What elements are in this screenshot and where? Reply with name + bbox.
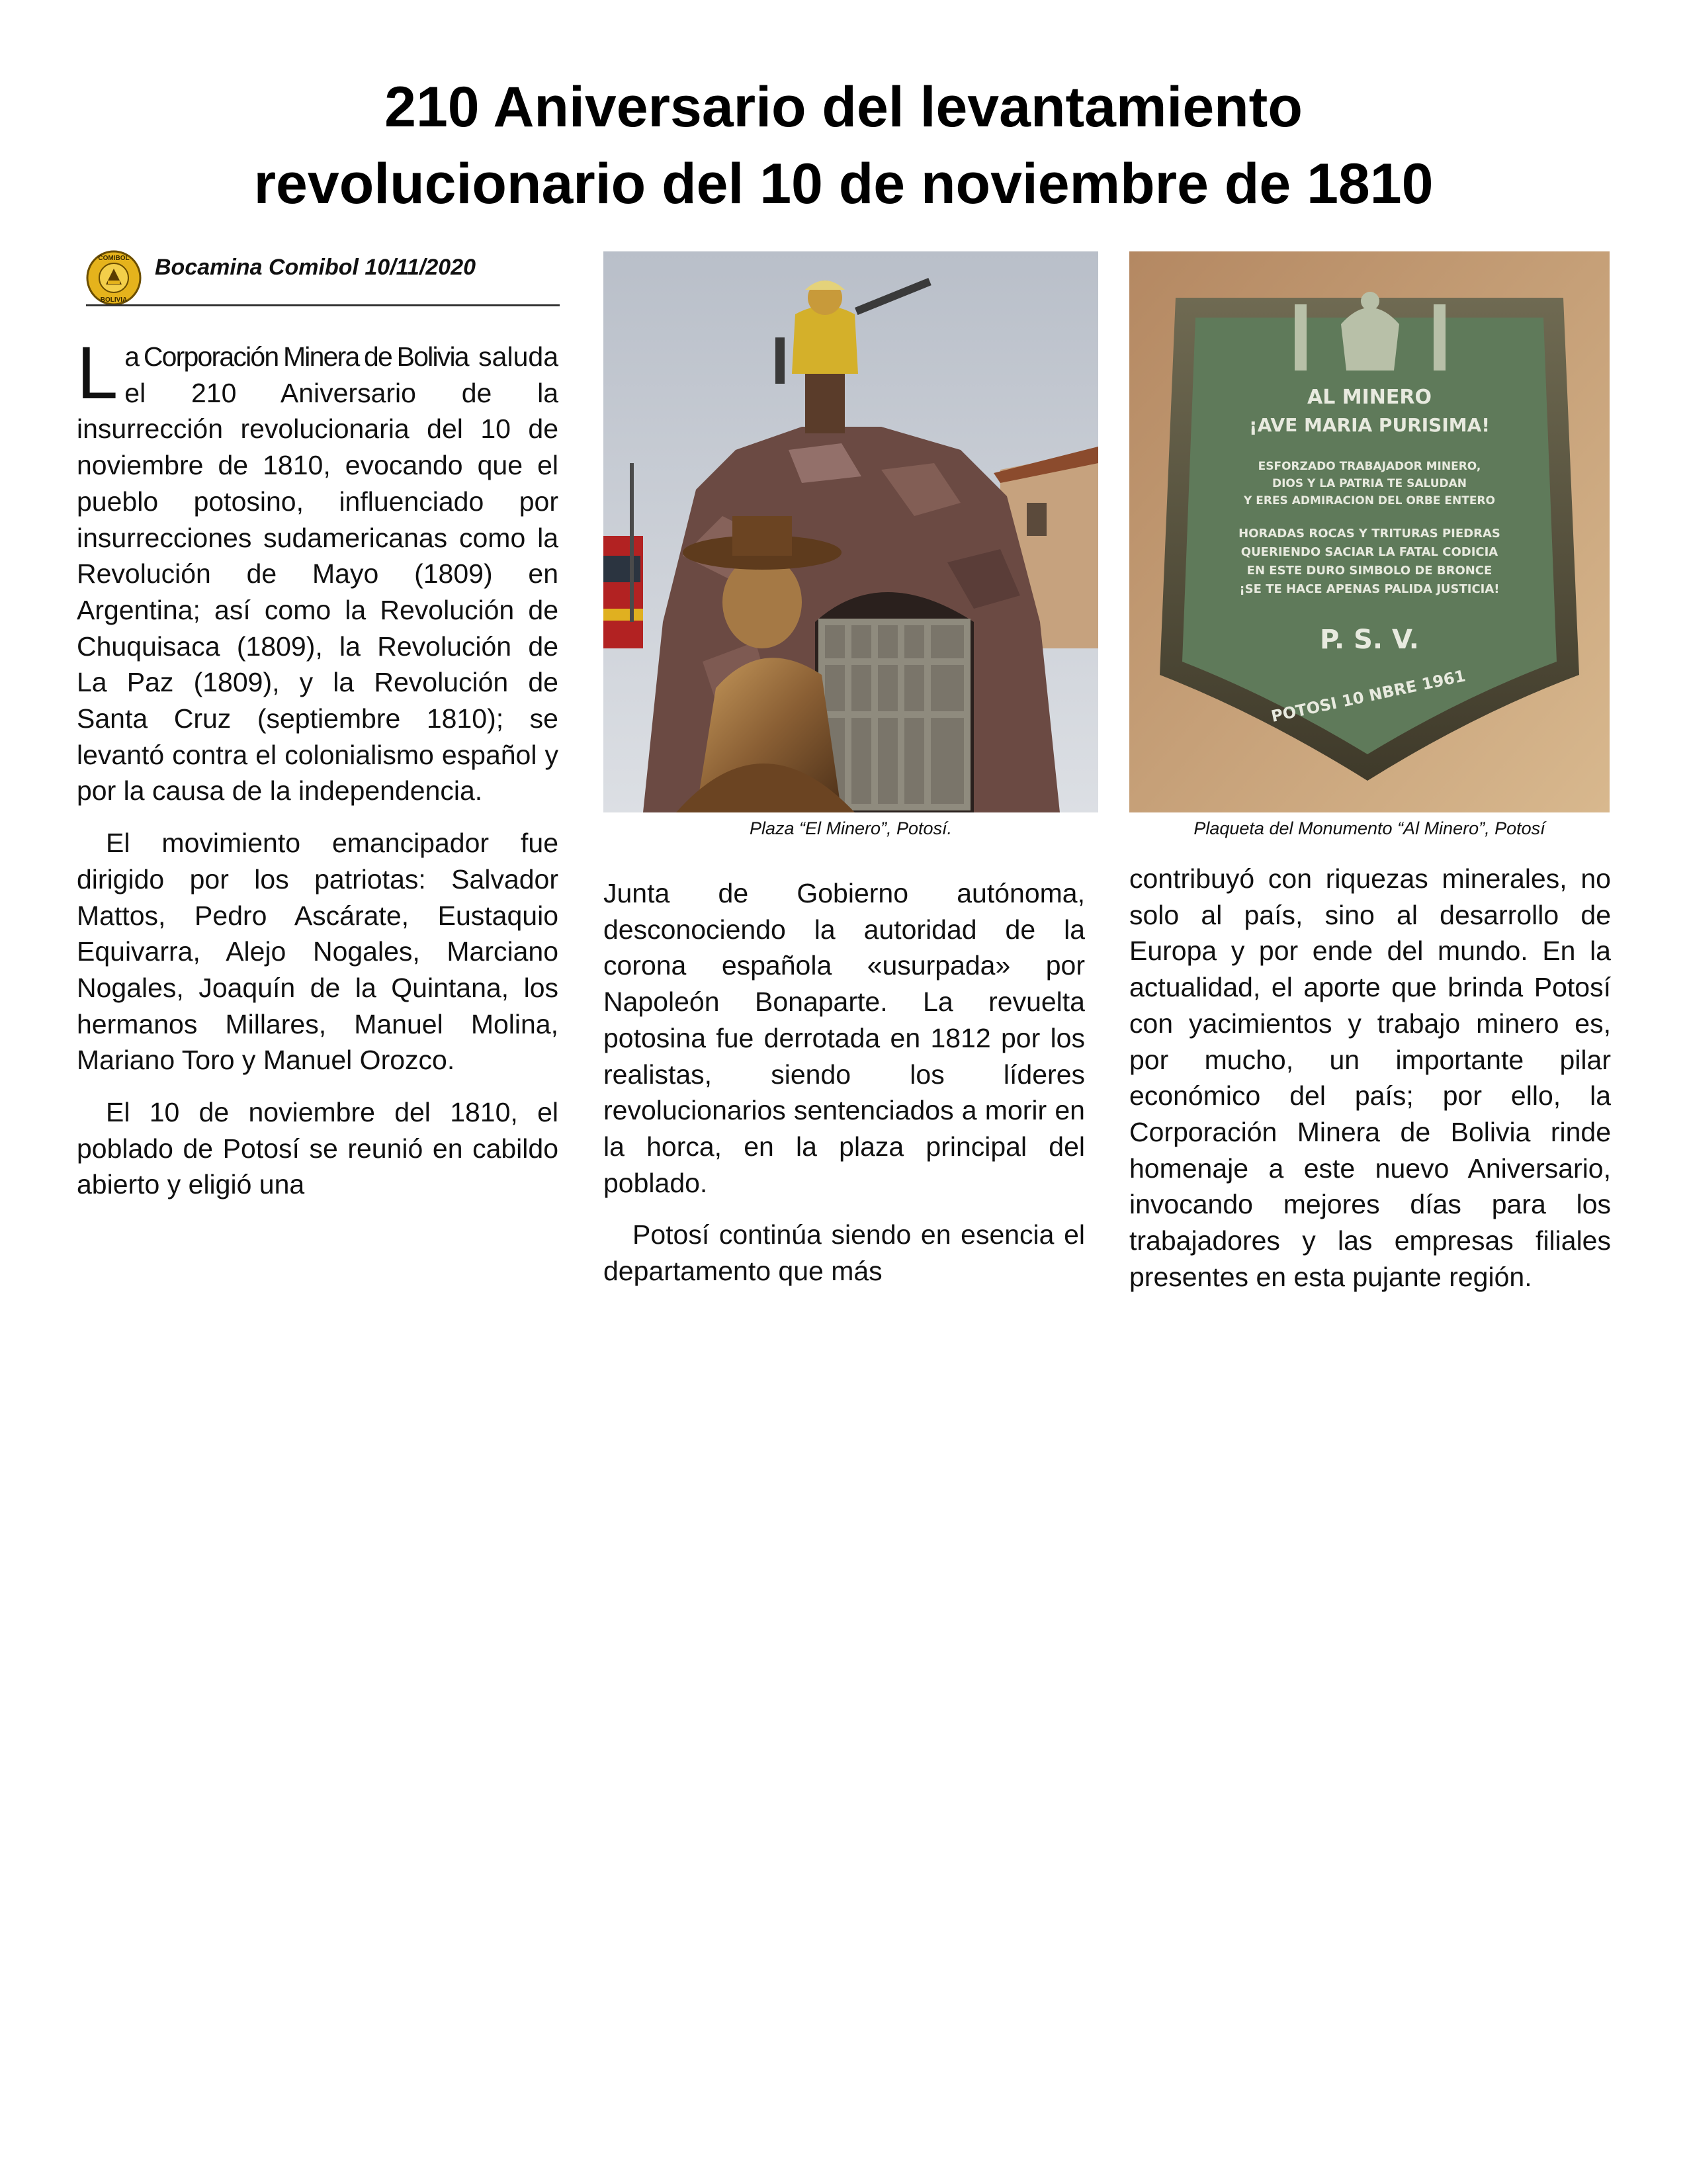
photo-1-caption: Plaza “El Minero”, Potosí. — [749, 818, 953, 838]
photo-plaque-al-minero — [1129, 251, 1610, 812]
drop-cap: L — [77, 331, 118, 414]
byline-source: Bocamina Comibol 10/11/2020 — [155, 255, 476, 280]
logo-text-bottom: BOLIVIA — [100, 296, 128, 304]
paragraph-1 — [77, 331, 558, 809]
byline-divider — [86, 304, 560, 306]
title-line-2: revolucionario del 10 de noviembre de 1810 — [253, 152, 1434, 216]
photo-2-caption: Plaqueta del Monumento “Al Minero”, Potosí — [1193, 818, 1545, 838]
plaque-image — [1129, 251, 1610, 812]
miner-monument-image — [603, 251, 1098, 812]
paragraph-4: Potosí continúa siendo en esencia el departamento que más — [603, 1219, 1085, 1287]
paragraph-1-text: saluda el 210 Aniversario de la insurrección revolucionaria del 10 de noviembre de 1810, evocando que el pueblo potosino, influenciado por insurrecciones sudamericanas como la Revolución de Mayo (1809) en Argentina; así como la Revolución de Chuquisaca (1809), la Revolución de La Paz (1809), y la Revolución de Santa Cruz (septiembre 1810); se levantó contra el colonialismo español y por la causa de la independencia. — [77, 341, 558, 807]
plaque-line-11: POTOSI 10 NBRE 1961 — [1269, 666, 1467, 726]
plaque-line-9: ¡SE TE HACE APENAS PALIDA JUSTICIA! — [1239, 582, 1500, 596]
paragraph-4-continued: contribuyó con riquezas minerales, no solo al país, sino al desarrollo de Europa y por ende del mundo. En la actualidad, el aporte que brinda Potosí con yacimientos y trabajo minero es, por mucho, un importante pilar económico del país; por ello, la Corporación Minera de Bolivia rinde homenaje a este nuevo Aniversario, invocando mejores días para los trabajadores y las empresas filiales presentes en esta pujante región. — [1129, 863, 1611, 1292]
comibol-logo-icon — [86, 250, 142, 306]
title-line-1: 210 Aniversario del levantamiento — [384, 75, 1303, 139]
plaque-line-8: EN ESTE DURO SIMBOLO DE BRONCE — [1246, 564, 1492, 578]
plaque-line-6: HORADAS ROCAS Y TRITURAS PIEDRAS — [1238, 527, 1500, 541]
byline — [86, 250, 560, 306]
plaque-line-7: QUERIENDO SACIAR LA FATAL CODICIA — [1240, 545, 1498, 559]
plaque-line-5: Y ERES ADMIRACION DEL ORBE ENTERO — [1244, 494, 1495, 507]
article-column-2 — [603, 875, 1085, 1305]
photo-plaza-el-minero — [603, 251, 1098, 812]
article-column-3 — [1129, 861, 1611, 1311]
paragraph-1-lead: a Corporación Minera de Bolivia — [124, 341, 468, 372]
plaque-line-3: ESFORZADO TRABAJADOR MINERO, — [1258, 460, 1481, 473]
article-column-1 — [77, 331, 558, 1219]
paragraph-3-continued: Junta de Gobierno autónoma, desconociendo la autoridad de la corona española «usurpada» por Napoleón Bonaparte. La revuelta potosina fue derrotada en 1812 por los realistas, siendo los líderes revolucionarios sentenciados a morir en la horca, en la plaza principal del poblado. — [603, 878, 1085, 1198]
plaque-line-4: DIOS Y LA PATRIA TE SALUDAN — [1272, 477, 1467, 490]
article-title — [53, 69, 1634, 222]
logo-text-top: COMIBOL — [98, 255, 130, 262]
plaque-line-1: AL MINERO — [1307, 386, 1432, 409]
paragraph-2: El movimiento emancipador fue dirigido por los patriotas: Salvador Mattos, Pedro Ascárate, Eustaquio Equivarra, Alejo Nogales, Marciano Nogales, Joaquín de la Quintana, los hermanos Millares, Manuel Molina, Mariano Toro y Manuel Orozco. — [77, 828, 558, 1076]
plaque-line-2: ¡AVE MARIA PURISIMA! — [1248, 414, 1491, 436]
paragraph-3: El 10 de noviembre del 1810, el poblado de Potosí se reunió en cabildo abierto y eligió una — [77, 1097, 558, 1200]
plaque-line-10: P. S. V. — [1319, 625, 1420, 655]
